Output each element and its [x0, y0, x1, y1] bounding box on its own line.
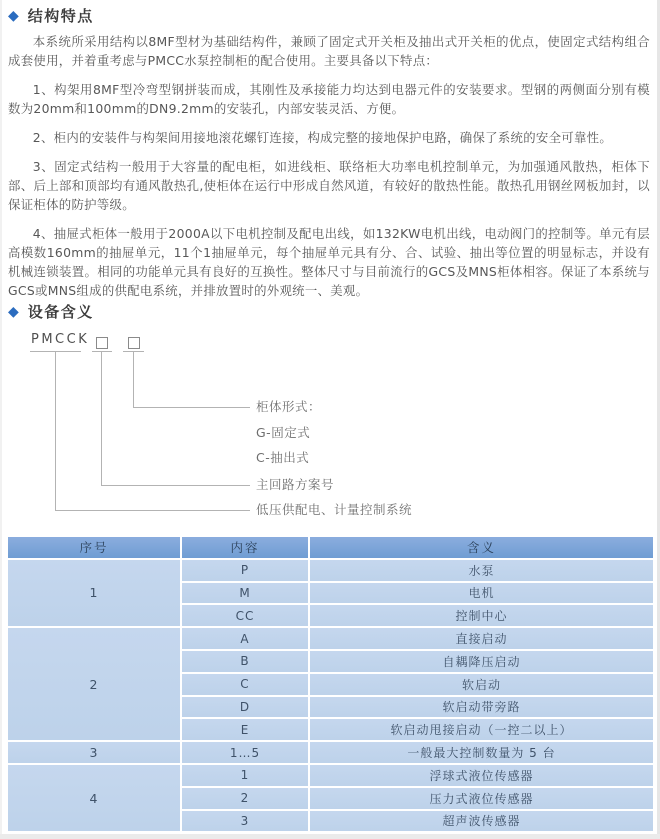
table-code-cell: B: [182, 651, 308, 672]
table-meaning-cell: 控制中心: [310, 605, 653, 626]
table-meaning-cell: 软启动带旁路: [310, 697, 653, 718]
table-group-number-cell: 2: [8, 628, 180, 740]
section-title: 设备含义: [27, 303, 94, 321]
diagram-label-system-name: 低压供配电、计量控制系统: [256, 502, 413, 517]
diagram-label-drawout-type: C-抽出式: [256, 450, 310, 465]
paragraph: 4、抽屉式柜体一般用于2000A以下电机控制及配电出线，如132KW电机出线，电动阀门的控制等。单元有层高模数160mm的抽屉单元，11个1抽屉单元，每个抽屉单元具有分、合、试验、抽出等位置的明显标志，并设有机械连锁装置。相同的功能单元具有良好的互换性。整体尺寸与目前流行的GCS及MNS柜体相容。保证了本系统与GCS或MNS组成的供配电系统，并排放置时的外观统一、美观。: [8, 226, 650, 298]
model-code: PMCCK: [31, 332, 90, 347]
table-code-cell: D: [182, 697, 308, 718]
feature-paragraphs: [8, 26, 650, 300]
section-device-meaning: [8, 301, 94, 322]
page-edge-left: [0, 0, 2, 839]
table-header-cell: 内容: [182, 537, 308, 558]
table-code-cell: A: [182, 628, 308, 649]
table-code-cell: 2: [182, 788, 308, 809]
table-header-cell: 含义: [310, 537, 653, 558]
diagram-label-fixed-type: G-固定式: [256, 425, 311, 440]
table-code-cell: 3: [182, 811, 308, 832]
table-meaning-cell: 压力式液位传感器: [310, 788, 653, 809]
table-meaning-cell: 软启动甩接启动（一控二以上）: [310, 719, 653, 740]
model-code-diagram: [0, 330, 660, 537]
placeholder-box-cabinet-form: [128, 337, 140, 349]
table-meaning-cell: 水泵: [310, 560, 653, 581]
spec-table: [8, 537, 653, 831]
section-structural-features: [8, 5, 94, 26]
table-meaning-cell: 直接启动: [310, 628, 653, 649]
table-meaning-cell: 浮球式液位传感器: [310, 765, 653, 786]
table-code-cell: M: [182, 583, 308, 604]
page-edge-bottom: [0, 834, 660, 839]
section-title: 结构特点: [27, 7, 94, 25]
diamond-bullet-icon: ◆: [8, 303, 19, 320]
paragraph: 本系统所采用结构以8MF型材为基础结构件，兼顾了固定式开关柜及抽出式开关柜的优点，使固定式结构组合成套使用，并着重考虑与PMCC水泵控制柜的配合使用。主要具备以下特点：: [8, 34, 650, 68]
table-group-number-cell: 3: [8, 742, 180, 763]
table-code-cell: CC: [182, 605, 308, 626]
paragraph: 3、固定式结构一般用于大容量的配电柜，如进线柜、联络柜大功率电机控制单元，为加强通风散热，柜体下部、后上部和顶部均有通风散热孔,使柜体在运行中形成自然风道，有较好的散热性能。散热孔用钢丝网板加封，以保证柜体的防护等级。: [8, 159, 650, 212]
table-meaning-cell: 超声波传感器: [310, 811, 653, 832]
table-code-cell: C: [182, 674, 308, 695]
diamond-bullet-icon: ◆: [8, 7, 19, 24]
table-meaning-cell: 自耦降压启动: [310, 651, 653, 672]
table-meaning-cell: 一般最大控制数量为 5 台: [310, 742, 653, 763]
diagram-label-main-circuit-scheme: 主回路方案号: [256, 477, 335, 492]
table-code-cell: P: [182, 560, 308, 581]
table-code-cell: 1…5: [182, 742, 308, 763]
table-code-cell: 1: [182, 765, 308, 786]
placeholder-box-scheme: [96, 337, 108, 349]
table-meaning-cell: 电机: [310, 583, 653, 604]
table-code-cell: E: [182, 719, 308, 740]
table-meaning-cell: 软启动: [310, 674, 653, 695]
table-header-cell: 序号: [8, 537, 180, 558]
table-group-number-cell: 4: [8, 765, 180, 831]
paragraph: 2、柜内的安装件与构架间用接地滚花螺钉连接，构成完整的接地保护电路，确保了系统的安全可靠性。: [32, 130, 613, 145]
table-group-number-cell: 1: [8, 560, 180, 626]
paragraph: 1、构架用8MF型冷弯型钢拼装而成，其刚性及承接能力均达到电器元件的安装要求。型钢的两侧面分别有模数为20mm和100mm的DN9.2mm的安装孔，内部安装灵活、方便。: [8, 82, 650, 116]
diagram-label-cabinet-form: 柜体形式：: [256, 399, 322, 414]
